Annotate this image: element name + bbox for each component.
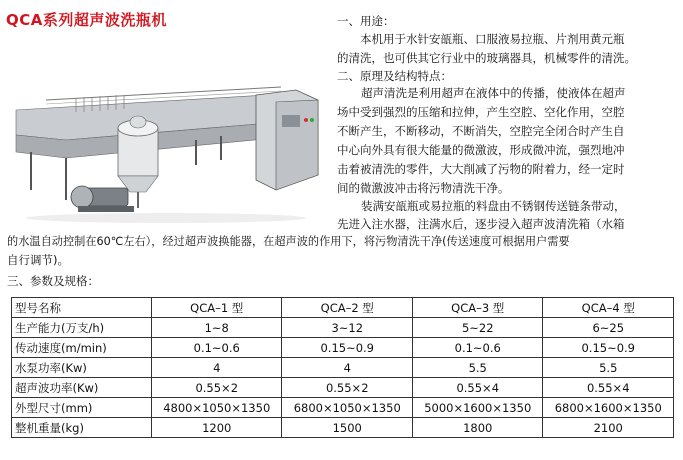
specs-heading: 三、参数及规格： — [7, 274, 99, 288]
principle-line: 中心向外具有很大能量的微激波，形成微冲流，强烈地冲 — [337, 143, 625, 157]
table-cell: 0.55×2 — [282, 378, 413, 398]
table-cell: 5~22 — [412, 318, 543, 338]
table-cell: 0.1~0.6 — [151, 338, 282, 358]
principle-line: 间的微激波冲击将污物清洗干净。 — [337, 181, 510, 195]
row-label: 超声波功率(Kw) — [12, 378, 152, 398]
column-header: QCA–1 型 — [151, 298, 282, 318]
table-row — [12, 418, 674, 438]
table-cell: 4 — [282, 358, 413, 378]
usage-line-2: 的清洗，也可供其它行业中的玻璃器具，机械零件的清洗。 — [337, 51, 636, 65]
table-cell: 3~12 — [282, 318, 413, 338]
principle-line: 先进入注水器，注满水后，逐步浸入超声波清洗箱（水箱 — [337, 217, 625, 231]
usage-heading: 一、用途： — [337, 14, 395, 28]
table-cell: 1500 — [282, 418, 413, 438]
table-cell: 0.55×4 — [543, 378, 674, 398]
principle-line: 不断产生，不断移动，不断消失，空腔完全闭合时产生自 — [337, 124, 625, 138]
principle-line: 超声清洗是利用超声在液体中的传播，使液体在超声 — [361, 86, 626, 100]
table-cell: 6800×1050×1350 — [282, 398, 413, 418]
table-cell: 1200 — [151, 418, 282, 438]
column-header: QCA–2 型 — [282, 298, 413, 318]
table-cell: 1800 — [412, 418, 543, 438]
table-row — [12, 358, 674, 378]
principle-line: 场中受到强烈的压缩和拉伸，产生空腔、空化作用，空腔 — [337, 105, 625, 119]
table-cell: 5.5 — [412, 358, 543, 378]
row-label: 外型尺寸(mm) — [12, 398, 152, 418]
row-label: 整机重量(kg) — [12, 418, 152, 438]
column-header: QCA–4 型 — [543, 298, 674, 318]
principle-full-line: 的水温自动控制在60℃左右），经过超声波换能器，在超声波的作用下，将污物清洗干净(传送速度可根据用户需要 — [7, 235, 570, 248]
spec-table — [11, 297, 674, 438]
table-cell: 0.15~0.9 — [282, 338, 413, 358]
table-cell: 0.55×4 — [412, 378, 543, 398]
row-label: 传动速度(m/min) — [12, 338, 152, 358]
spec-header-row — [12, 298, 674, 318]
table-cell: 2100 — [543, 418, 674, 438]
table-cell: 0.55×2 — [151, 378, 282, 398]
table-row — [12, 338, 674, 358]
column-header: QCA–3 型 — [412, 298, 543, 318]
table-row — [12, 398, 674, 418]
usage-line-1: 本机用于水针安瓿瓶、口服液易拉瓶、片剂用黄元瓶 — [360, 32, 625, 46]
table-cell: 4800×1050×1350 — [151, 398, 282, 418]
table-cell: 0.15~0.9 — [543, 338, 674, 358]
table-cell: 1~8 — [151, 318, 282, 338]
table-cell: 5.5 — [543, 358, 674, 378]
row-label: 水泵功率(Kw) — [12, 358, 152, 378]
machine-photo — [6, 40, 328, 228]
table-cell: 6~25 — [543, 318, 674, 338]
principle-line: 击着被清洗的零件，大大削减了污物的附着力，经一定时 — [337, 162, 625, 176]
principle-full-line: 自行调节)。 — [7, 253, 69, 267]
table-cell: 5000×1600×1350 — [412, 398, 543, 418]
principle-line: 装满安瓿瓶或易拉瓶的料盘由不锈钢传送链条带动， — [361, 199, 626, 213]
table-cell: 6800×1600×1350 — [543, 398, 674, 418]
table-cell: 4 — [151, 358, 282, 378]
column-header: 型号名称 — [12, 298, 152, 318]
table-row — [12, 378, 674, 398]
page-title: QCA系列超声波洗瓶机 — [6, 11, 167, 29]
table-row — [12, 318, 674, 338]
principle-heading: 二、原理及结构特点： — [337, 69, 452, 83]
row-label: 生产能力(万支/h) — [12, 318, 152, 338]
table-cell: 0.1~0.6 — [412, 338, 543, 358]
